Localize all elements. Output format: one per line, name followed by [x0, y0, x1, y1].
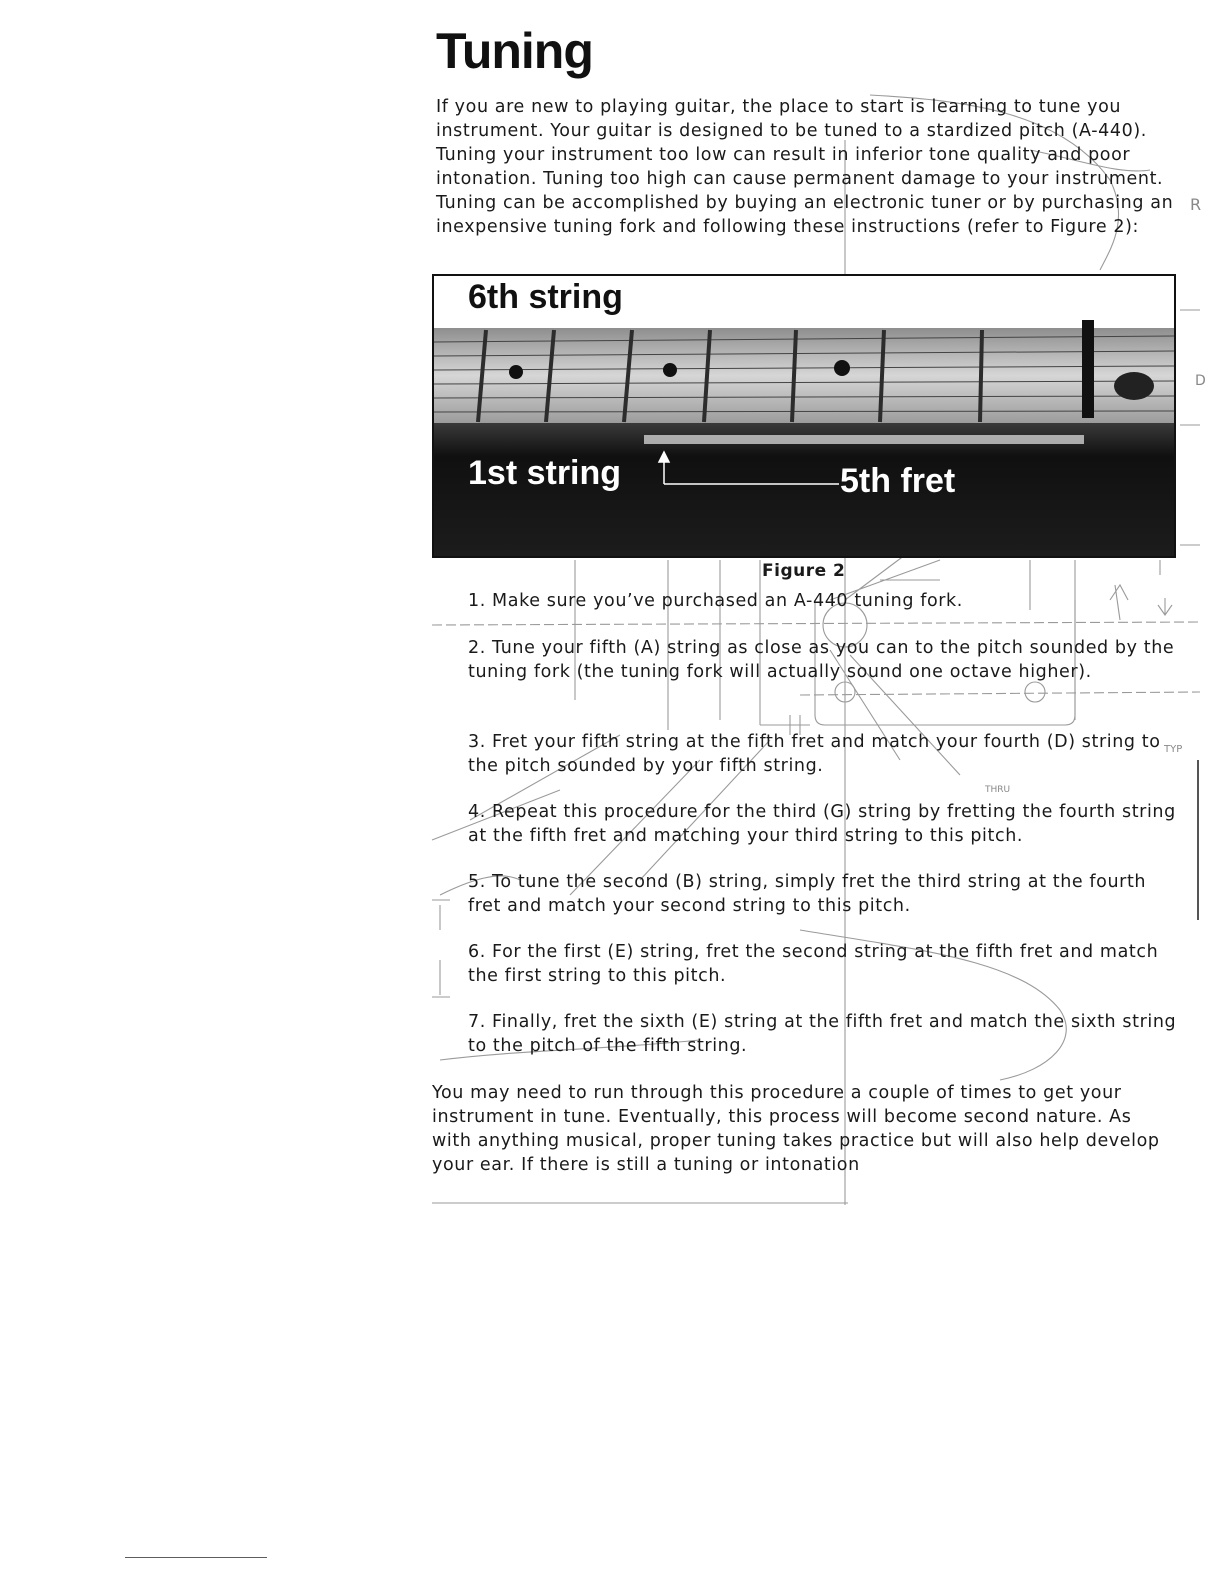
label-5th-fret: 5th fret — [840, 462, 956, 500]
label-6th-string: 6th string — [468, 278, 623, 316]
fretboard-figure — [432, 274, 1176, 558]
margin-mark-d: D — [1195, 373, 1206, 389]
step-2: 2. Tune your fifth (A) string as close as you can to the pitch sounded by the tuning fork (the tuning fork will actually sound one octave higher). — [468, 638, 1175, 682]
step-3: 3. Fret your fifth string at the fifth fret and match your fourth (D) string to the pitch sounded by your fifth string. — [468, 732, 1161, 776]
fretboard-photo — [434, 276, 1174, 556]
closing-paragraph: You may need to run through this procedure a couple of times to get your instrument in tune. Eventually, this process will become second nature. As with anything musical, proper tuning takes practice but will also help develop your ear. If there is still a tuning or intonation — [432, 1083, 1160, 1175]
step-6: 6. For the first (E) string, fret the second string at the fifth fret and match the first string to this pitch. — [468, 942, 1159, 986]
margin-mark-typ: TYP — [1164, 744, 1183, 755]
figure-caption: Figure 2 — [762, 561, 846, 581]
footnote-rule — [125, 1557, 267, 1558]
step-7: 7. Finally, fret the sixth (E) string at the fifth fret and match the sixth string to the pitch of the fifth string. — [468, 1012, 1177, 1056]
page-title: Tuning — [436, 23, 593, 79]
label-1st-string: 1st string — [468, 454, 622, 492]
margin-mark-thru: THRU — [985, 785, 1011, 795]
intro-paragraph: If you are new to playing guitar, the place to start is learning to tune you instrument. Your guitar is designed to be tuned to a stardized pitch (A-440). Tuning your instrument too low can result in inferior tone quality and poor intonation. Tuning too high can cause permanent damage to your instrument. Tuning can be accomplished by buying an electronic tuner or by purchasing an inexpensive tuning fork and following these instructions (refer to Figure 2): — [436, 97, 1174, 237]
step-4: 4. Repeat this procedure for the third (G) string by fretting the fourth string at the fifth fret and matching your third string to this pitch. — [468, 802, 1176, 846]
step-5: 5. To tune the second (B) string, simply fret the third string at the fourth fret and match your second string to this pitch. — [468, 872, 1147, 916]
margin-mark-r: R — [1190, 195, 1202, 214]
step-1: 1. Make sure you’ve purchased an A-440 tuning fork. — [468, 591, 963, 611]
